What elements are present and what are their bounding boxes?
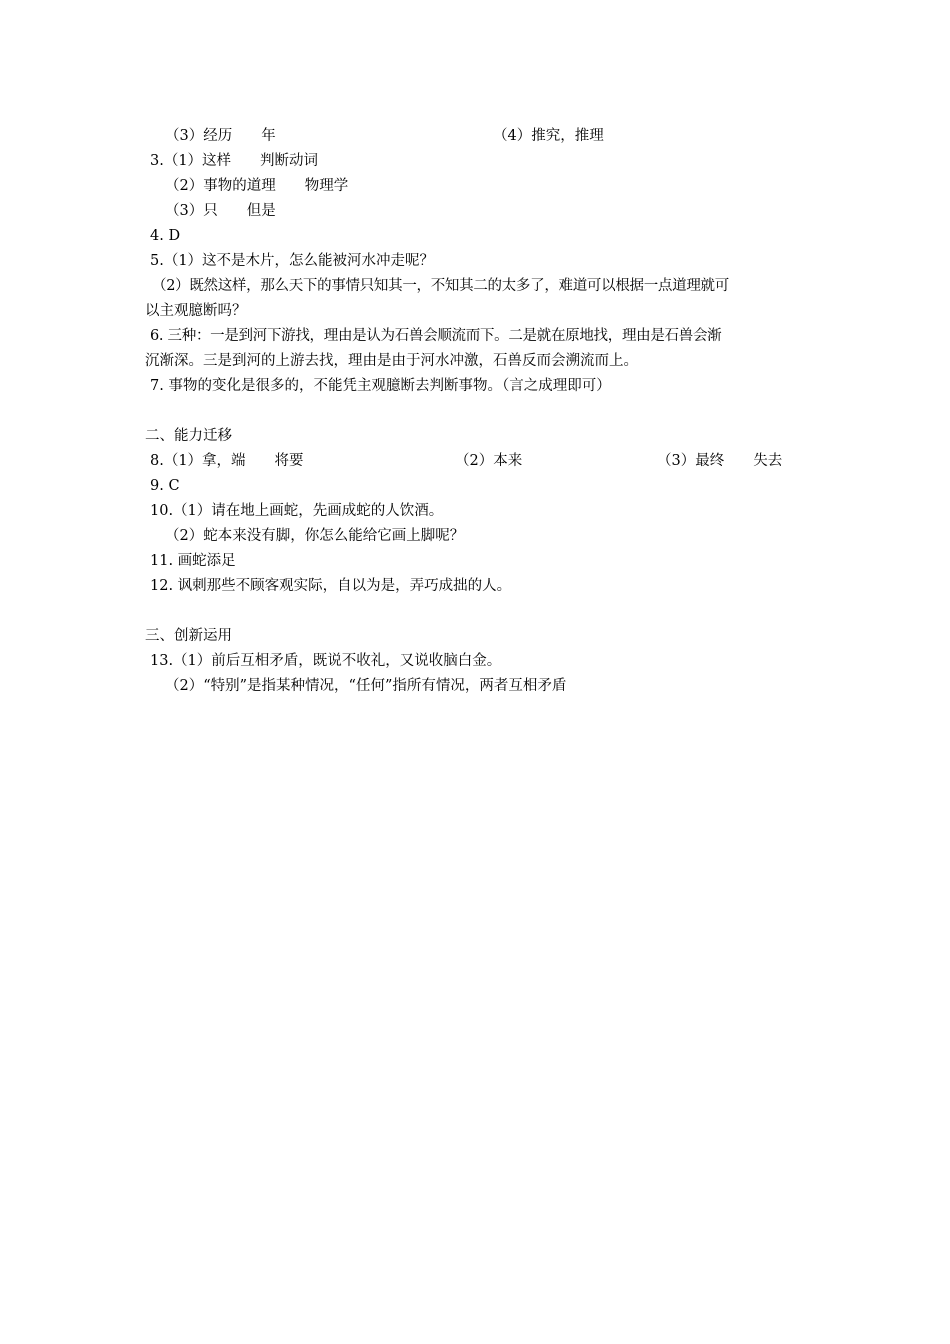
answer-line: 5.（1）这不是木片，怎么能被河水冲走呢？ [150,253,435,269]
answer-line: （2）“特别”是指某种情况，“任何”指所有情况，两者互相矛盾 [165,678,567,694]
answer-line: （3）最终 失去 [657,453,783,469]
answer-line: 6. 三种：一是到河下游找，理由是认为石兽会顺流而下。二是就在原地找，理由是石兽会渐 [150,328,722,344]
answer-line: 12. 讽刺那些不顾客观实际，自以为是，弄巧成拙的人。 [150,578,512,594]
answer-line: 3.（1）这样 判断动词 [150,153,319,169]
section-heading: 二、能力迁移 [145,428,232,444]
answer-line: 10.（1）请在地上画蛇，先画成蛇的人饮酒。 [150,503,444,519]
answer-line: 4. D [150,228,181,244]
answer-line: 8.（1）拿，端 将要 [150,453,304,469]
answer-line: 11. 画蛇添足 [150,553,236,569]
answer-line: （2）既然这样，那么天下的事情只知其一，不知其二的太多了，难道可以根据一点道理就可 [152,278,729,294]
answer-line: （3）只 但是 [165,203,276,219]
answer-line: 以主观臆断吗？ [145,303,247,319]
answer-line: （4）推究，推理 [493,128,604,144]
answer-line: （3）经历 年 [165,128,276,144]
answer-line: （2）事物的道理 物理学 [165,178,349,194]
answer-line: 13.（1）前后互相矛盾，既说不收礼，又说收脑白金。 [150,653,502,669]
answer-line: （2）本来 [455,453,523,469]
answer-line: 9. C [150,478,180,494]
answer-line: （2）蛇本来没有脚，你怎么能给它画上脚呢？ [165,528,465,544]
section-heading: 三、创新运用 [145,628,232,644]
answer-line: 沉渐深。三是到河的上游去找，理由是由于河水冲激，石兽反而会溯流而上。 [145,353,638,369]
answer-line: 7. 事物的变化是很多的，不能凭主观臆断去判断事物。（言之成理即可） [150,378,611,394]
